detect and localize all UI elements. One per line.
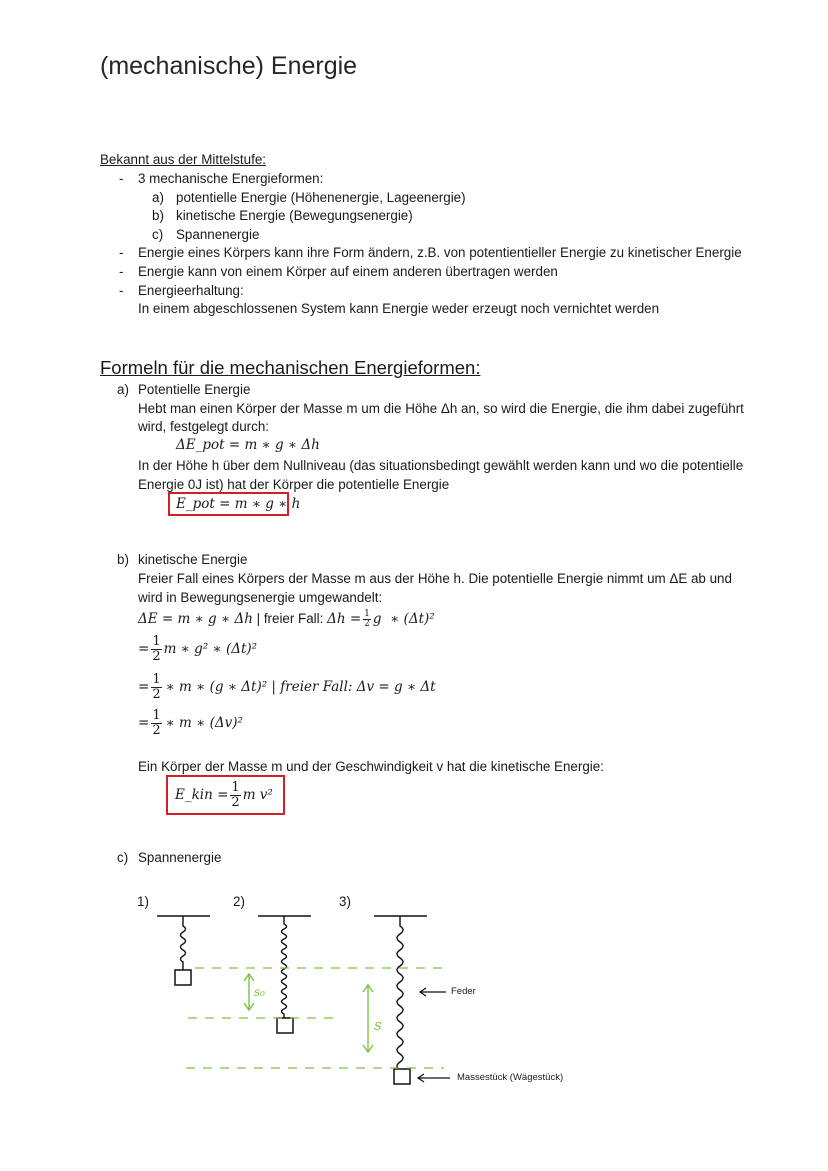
b-title: kinetische Energie — [138, 552, 248, 567]
b-line2: wird in Bewegungsenergie umgewandelt: — [138, 590, 383, 605]
eq-sign: = — [138, 715, 150, 731]
b-line1: Freier Fall eines Körpers der Masse m aus der Höhe h. Die potentielle Energie nimmt um ΔE ab und — [138, 571, 732, 586]
b-eq3-text: ∗ m ∗ (g ∗ Δt)² | freier Fall: Δv = g ∗ Δt — [165, 679, 436, 695]
b-label: b) — [117, 552, 129, 567]
bullet-dash: - — [119, 171, 124, 186]
eq-sign: = — [138, 679, 150, 695]
sub-c-label: c) — [152, 227, 164, 242]
frac-den: 2 — [152, 648, 161, 664]
frac-den: 2 — [152, 722, 161, 738]
mass-2 — [277, 1018, 293, 1033]
bullet-1: 3 mechanische Energieformen: — [138, 171, 324, 186]
frac-num: 1 — [152, 707, 161, 723]
a-line4: Energie 0J ist) hat der Körper die potentielle Energie — [138, 477, 450, 492]
b-eq1-mid: | freier Fall: — [252, 611, 328, 626]
frac-den: 2 — [231, 794, 240, 810]
spring-2 — [282, 916, 287, 1018]
mass-3 — [394, 1069, 410, 1084]
intro-heading: Bekannt aus der Mittelstufe: — [100, 152, 266, 167]
sub-a-text: potentielle Energie (Höhenenergie, Lageenergie) — [176, 190, 466, 205]
bullet-3: Energie kann von einem Körper auf einem anderen übertragen werden — [138, 264, 558, 279]
bullet-4: Energieerhaltung: — [138, 283, 244, 298]
b-eq4-text: ∗ m ∗ (Δv)² — [165, 715, 243, 731]
epot-formula: E_pot = m ∗ g ∗ h — [176, 496, 301, 512]
s-label: s — [374, 1016, 382, 1034]
ekin-left: E_kin = — [175, 787, 229, 803]
a-label: a) — [117, 382, 129, 397]
mass-1 — [175, 970, 191, 985]
a-line1: Hebt man einen Körper der Masse m um die Höhe Δh an, so wird die Energie, die ihm dabei zugeführt — [138, 401, 744, 416]
formulas-heading: Formeln für die mechanischen Energieformen: — [100, 357, 481, 378]
s0-label: s₀ — [254, 985, 265, 999]
frac-num: 1 — [152, 633, 161, 649]
diagram-label-2: 2) — [233, 894, 245, 909]
bullet-4-cont: In einem abgeschlossenen System kann Energie weder erzeugt noch vernichtet werden — [138, 301, 660, 316]
b-eq1-left: ΔE = m ∗ g ∗ Δh — [138, 611, 253, 627]
b-eq2-text: m ∗ g² ∗ (Δt)² — [163, 641, 258, 657]
feder-label: Feder — [451, 986, 476, 997]
page-title: (mechanische) Energie — [100, 52, 358, 80]
a-line3: In der Höhe h über dem Nullniveau (das situationsbedingt gewählt werden kann und wo die potentielle — [138, 458, 744, 473]
b-eq1-right-b: g ∗ (Δt)² — [372, 611, 435, 627]
masse-label: Massestück (Wägestück) — [457, 1072, 564, 1083]
a-line2: wird, festgelegt durch: — [138, 419, 269, 434]
sub-b-label: b) — [152, 208, 164, 223]
a-title: Potentielle Energie — [138, 382, 251, 397]
frac-num: 1 — [152, 671, 161, 687]
diagram-label-1: 1) — [137, 894, 149, 909]
a-eq1: ΔE_pot = m ∗ g ∗ Δh — [176, 437, 320, 453]
frac-num: 1 — [231, 779, 240, 795]
spring-3 — [397, 916, 403, 1070]
bullet-2: Energie eines Körpers kann ihre Form ändern, z.B. von potentientieller Energie zu kinetischer Energie — [138, 245, 742, 260]
frac-num: 1 — [364, 608, 370, 619]
spring-1 — [181, 916, 186, 970]
c-title: Spannenergie — [138, 850, 222, 865]
eq-sign: = — [138, 641, 150, 657]
b-eq1-right-a: Δh = — [327, 611, 362, 627]
bullet-dash: - — [119, 283, 124, 298]
diagram-label-3: 3) — [339, 894, 351, 909]
b-line3: Ein Körper der Masse m und der Geschwindigkeit v hat die kinetische Energie: — [138, 759, 604, 774]
ekin-right: m v² — [242, 787, 273, 803]
sub-c-text: Spannenergie — [176, 227, 260, 242]
sub-b-text: kinetische Energie (Bewegungsenergie) — [176, 208, 413, 223]
c-label: c) — [117, 850, 129, 865]
sub-a-label: a) — [152, 190, 164, 205]
bullet-dash: - — [119, 264, 124, 279]
frac-den: 2 — [364, 618, 370, 629]
frac-den: 2 — [152, 686, 161, 702]
bullet-dash: - — [119, 245, 124, 260]
